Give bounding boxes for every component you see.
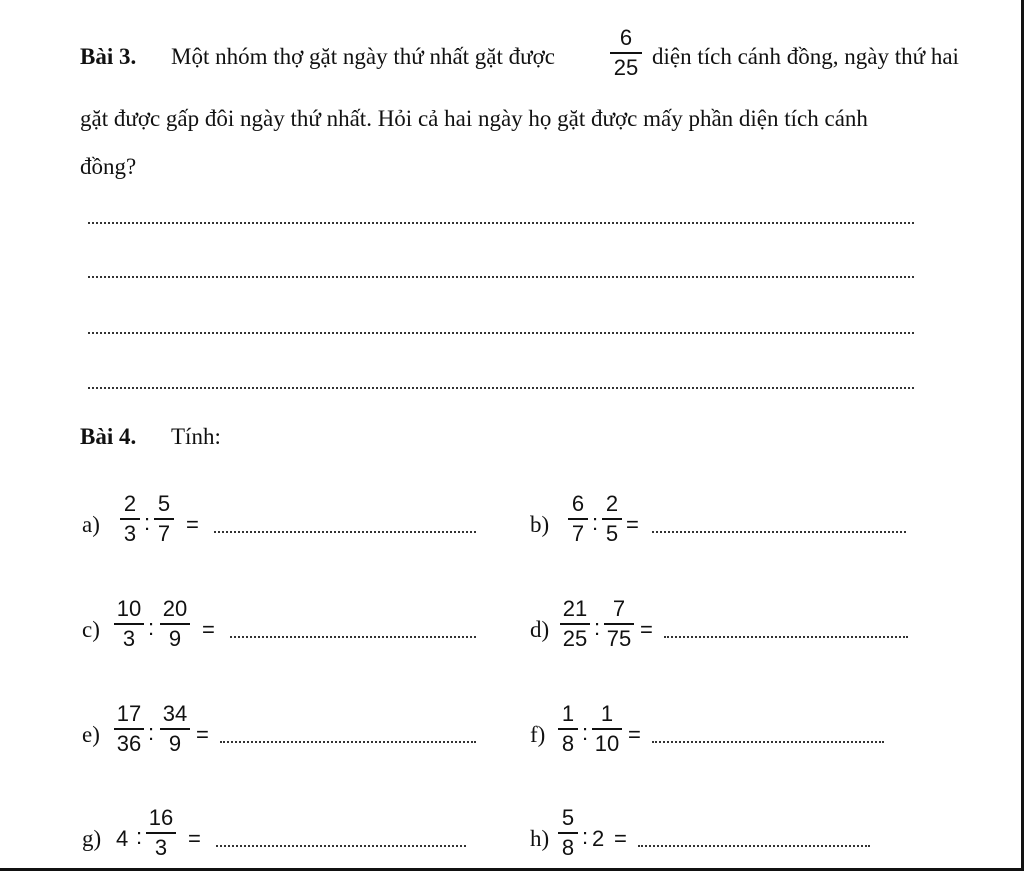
fraction-divisor: [160, 597, 190, 651]
item-letter: g): [82, 826, 102, 851]
fraction-dividend: [114, 597, 144, 651]
denominator: 5: [605, 520, 619, 546]
fraction-bar: [114, 623, 144, 625]
numerator: 5: [157, 491, 171, 516]
denominator: 7: [571, 520, 585, 546]
fraction-dividend: [558, 702, 578, 756]
division-sign: :: [592, 510, 599, 535]
numerator: 2: [123, 491, 137, 516]
answer-blank-a[interactable]: [214, 531, 476, 533]
numerator: 34: [162, 701, 188, 726]
exercise-4-label: Bài 4.: [80, 424, 137, 449]
whole-number: 2: [592, 826, 605, 851]
fraction-bar: [120, 518, 140, 520]
answer-blank-e[interactable]: [220, 741, 476, 743]
answer-blank-c[interactable]: [230, 636, 476, 638]
equals-sign: =: [626, 512, 639, 537]
equals-sign: =: [628, 722, 641, 747]
answer-blank-b[interactable]: [652, 531, 906, 533]
fraction-divisor: [154, 492, 174, 546]
denominator: 3: [123, 520, 137, 546]
fraction-divisor: [592, 702, 622, 756]
fraction-dividend: [120, 492, 140, 546]
fraction-numerator: 6: [619, 25, 633, 50]
answer-line-1[interactable]: [88, 222, 914, 224]
division-sign: :: [594, 615, 601, 640]
exercise-3-line1-start: Một nhóm thợ gặt ngày thứ nhất gặt được: [171, 44, 555, 69]
item-letter: h): [530, 826, 550, 851]
fraction-dividend: [560, 597, 590, 651]
equals-sign: =: [202, 617, 215, 642]
answer-line-3[interactable]: [88, 332, 914, 334]
fraction-denominator: 25: [613, 54, 639, 80]
item-letter: b): [530, 512, 550, 537]
denominator: 8: [561, 730, 575, 756]
fraction-bar: [558, 832, 578, 834]
fraction-dividend: [558, 806, 578, 860]
fraction-divisor: [146, 806, 176, 860]
equals-sign: =: [196, 722, 209, 747]
fraction-bar: [160, 728, 190, 730]
denominator: 10: [594, 730, 620, 756]
whole-number: 4: [116, 826, 129, 851]
division-sign: :: [582, 824, 589, 849]
numerator: 1: [600, 701, 614, 726]
denominator: 75: [606, 625, 632, 651]
fraction-bar: [154, 518, 174, 520]
denominator: 25: [562, 625, 588, 651]
answer-blank-d[interactable]: [664, 636, 908, 638]
answer-line-2[interactable]: [88, 276, 914, 278]
equals-sign: =: [640, 617, 653, 642]
numerator: 1: [561, 701, 575, 726]
item-letter: f): [530, 722, 546, 747]
division-sign: :: [144, 510, 151, 535]
fraction-divisor: [604, 597, 634, 651]
numerator: 17: [116, 701, 142, 726]
numerator: 16: [148, 805, 174, 830]
exercise-3-label: Bài 3.: [80, 44, 137, 69]
fraction-bar: [602, 518, 622, 520]
fraction-bar: [114, 728, 144, 730]
denominator: 9: [168, 625, 182, 651]
division-sign: :: [148, 615, 155, 640]
numerator: 21: [562, 596, 588, 621]
fraction-bar: [592, 728, 622, 730]
item-letter: c): [82, 617, 100, 642]
exercise-4-title: Tính:: [171, 424, 221, 449]
division-sign: :: [148, 720, 155, 745]
fraction-bar: [558, 728, 578, 730]
exercise-3-line3: đồng?: [80, 154, 137, 179]
fraction-bar: [604, 623, 634, 625]
division-sign: :: [582, 720, 589, 745]
answer-blank-g[interactable]: [216, 845, 466, 847]
fraction-divisor: [160, 702, 190, 756]
fraction-bar: [610, 52, 642, 54]
denominator: 8: [561, 834, 575, 860]
fraction-bar: [160, 623, 190, 625]
equals-sign: =: [188, 826, 201, 851]
denominator: 7: [157, 520, 171, 546]
numerator: 10: [116, 596, 142, 621]
equals-sign: =: [186, 512, 199, 537]
answer-blank-f[interactable]: [652, 741, 884, 743]
item-letter: e): [82, 722, 100, 747]
division-sign: :: [136, 824, 143, 849]
denominator: 3: [122, 625, 136, 651]
numerator: 6: [571, 491, 585, 516]
numerator: 7: [612, 596, 626, 621]
numerator: 2: [605, 491, 619, 516]
exercise-3-line1-end: diện tích cánh đồng, ngày thứ hai: [652, 44, 959, 69]
answer-line-4[interactable]: [88, 387, 914, 389]
fraction-bar: [146, 832, 176, 834]
fraction-dividend: [568, 492, 588, 546]
fraction-dividend: [114, 702, 144, 756]
fraction-divisor: [602, 492, 622, 546]
numerator: 20: [162, 596, 188, 621]
item-letter: a): [82, 512, 100, 537]
denominator: 3: [154, 834, 168, 860]
exercise-3-line2: gặt được gấp đôi ngày thứ nhất. Hỏi cả hai ngày họ gặt được mấy phần diện tích cánh: [80, 106, 868, 131]
denominator: 36: [116, 730, 142, 756]
exercise-3-fraction: [610, 26, 642, 80]
denominator: 9: [168, 730, 182, 756]
item-letter: d): [530, 617, 550, 642]
fraction-bar: [560, 623, 590, 625]
fraction-bar: [568, 518, 588, 520]
numerator: 5: [561, 805, 575, 830]
equals-sign: =: [614, 826, 627, 851]
answer-blank-h[interactable]: [638, 845, 870, 847]
